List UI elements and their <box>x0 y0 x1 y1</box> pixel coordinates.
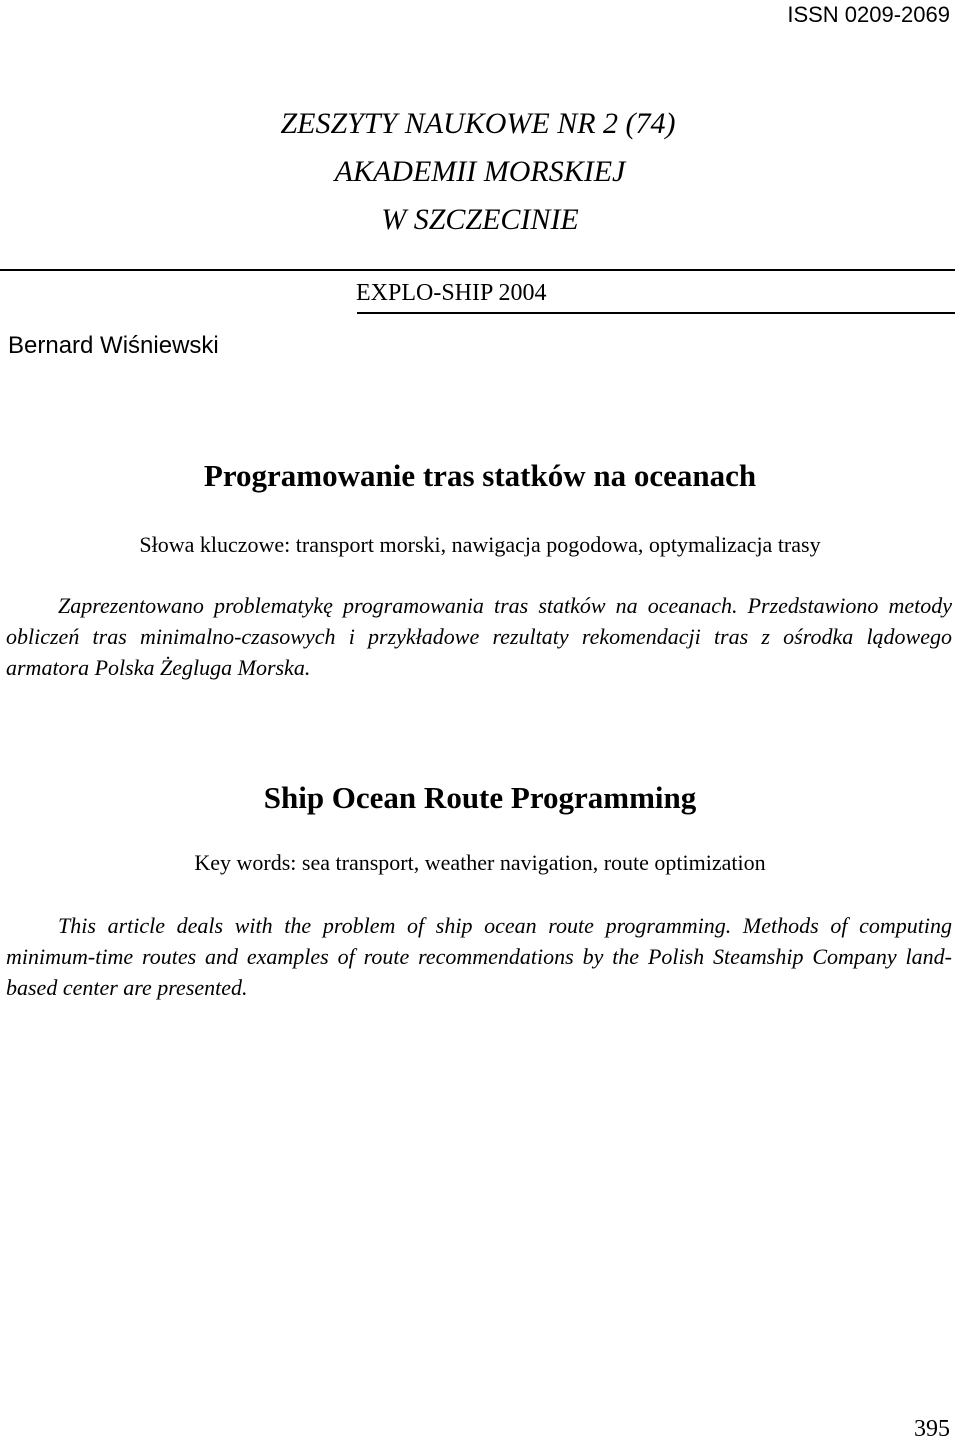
page-number: 395 <box>914 1416 950 1442</box>
header-rule-top <box>0 269 955 271</box>
journal-title-line-2: AKADEMII MORSKIEJ <box>334 155 626 188</box>
author-name: Bernard Wiśniewski <box>8 332 219 359</box>
keywords-polish: Słowa kluczowe: transport morski, nawigacja pogodowa, optymalizacja trasy <box>139 532 821 557</box>
conference-name: EXPLO-SHIP 2004 <box>356 280 547 306</box>
journal-title-line-1: ZESZYTY NAUKOWE NR 2 (74) <box>280 107 676 140</box>
header-rule-bottom <box>357 312 955 314</box>
abstract-english: This article deals with the problem of ship ocean route programming. Methods of computing minimum-time routes and examples of route recommendations by the Polish Steamship Company land-based center are presented. <box>6 913 952 1000</box>
abstract-polish: Zaprezentowano problematykę programowania tras statków na oceanach. Przedstawiono metody obliczeń tras minimalno-czasowych i przykładowe rezultaty rekomendacji tras z ośrodka lądowego armatora Polska Żegluga Morska. <box>6 593 952 680</box>
keywords-english: Key words: sea transport, weather navigation, route optimization <box>194 850 766 875</box>
journal-title-line-3: W SZCZECINIE <box>381 203 579 236</box>
paper-title-polish: Programowanie tras statków na oceanach <box>203 458 757 493</box>
journal-title <box>0 100 960 244</box>
paper-title-english: Ship Ocean Route Programming <box>263 780 697 815</box>
issn-label: ISSN 0209-2069 <box>787 2 950 27</box>
